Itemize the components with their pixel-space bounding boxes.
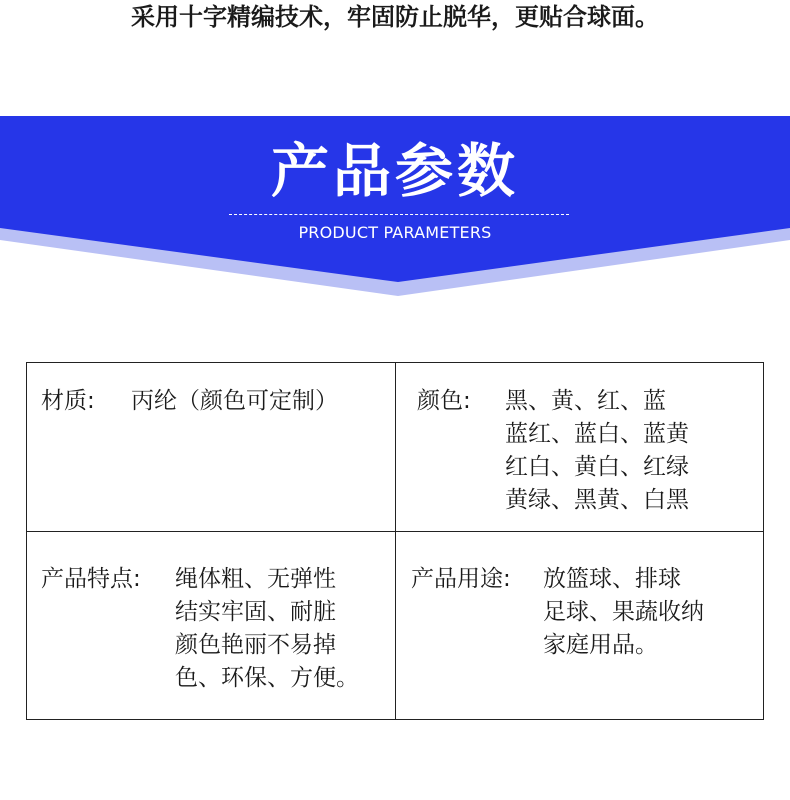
color-value-line: 红白、黄白、红绿	[505, 454, 689, 480]
intro-text: 采用十字精编技术，牢固防止脱华，更贴合球面。	[131, 3, 659, 31]
table-row-divider	[27, 531, 763, 532]
material-cell	[41, 385, 338, 418]
title-divider	[229, 214, 569, 215]
usage-value-line: 足球、果蔬收纳	[543, 599, 704, 625]
usage-value-line: 家庭用品。	[543, 632, 658, 658]
product-parameters-table	[26, 362, 764, 720]
color-value-line: 黑、黄、红、蓝	[505, 388, 666, 414]
features-value-line: 绳体粗、无弹性	[175, 566, 336, 592]
section-banner	[0, 110, 790, 310]
color-value-line: 黄绿、黑黄、白黑	[505, 487, 689, 513]
color-values	[505, 385, 689, 517]
usage-value-line: 放篮球、排球	[543, 566, 681, 592]
features-label: 产品特点:	[41, 566, 141, 592]
section-title: 产品参数	[270, 137, 519, 205]
features-value-line: 颜色艳丽不易掉	[175, 632, 336, 658]
features-value-line: 结实牢固、耐脏	[175, 599, 336, 625]
section-subtitle: PRODUCT PARAMETERS	[298, 223, 492, 242]
features-values	[175, 563, 359, 695]
material-label: 材质:	[41, 388, 95, 414]
usage-values	[543, 563, 704, 662]
material-value: 丙纶（颜色可定制）	[131, 388, 338, 414]
color-cell	[417, 385, 689, 517]
table-column-divider	[395, 363, 396, 719]
features-cell	[41, 563, 359, 695]
usage-label: 产品用途:	[411, 566, 511, 592]
usage-cell	[411, 563, 704, 662]
features-value-line: 色、环保、方便。	[175, 665, 359, 691]
color-value-line: 蓝红、蓝白、蓝黄	[505, 421, 689, 447]
color-label: 颜色:	[417, 388, 471, 414]
